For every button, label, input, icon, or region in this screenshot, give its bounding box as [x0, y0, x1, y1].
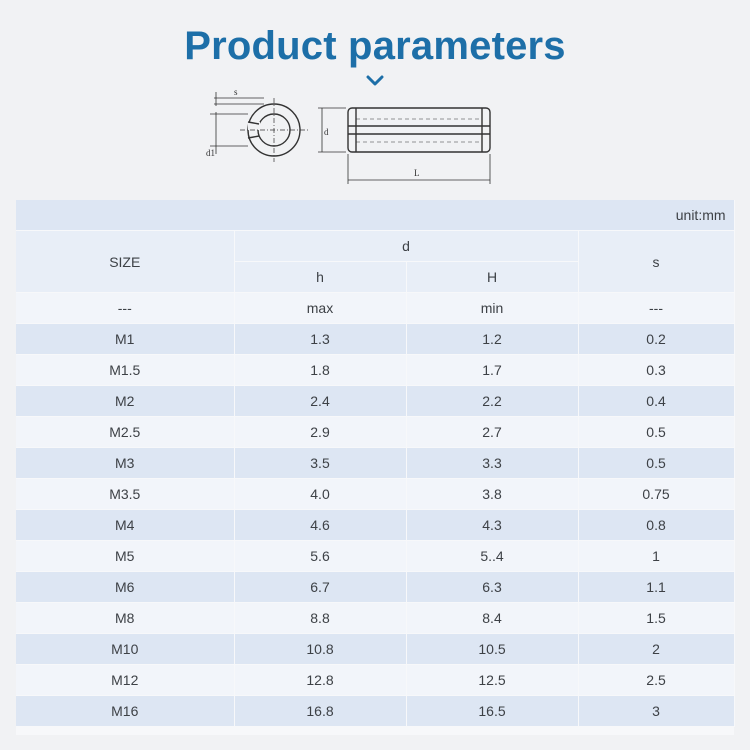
s-cell: 0.5	[578, 417, 734, 448]
size-cell: M1	[16, 324, 234, 355]
table-row	[16, 510, 734, 541]
size-cell: M8	[16, 603, 234, 634]
unit-row	[16, 200, 734, 231]
unit-label: unit:mm	[16, 200, 734, 231]
label-s: s	[234, 87, 238, 97]
header-row-d	[16, 231, 734, 262]
table-row	[16, 448, 734, 479]
table-row	[16, 665, 734, 696]
H-min-cell: 1.7	[406, 355, 578, 386]
label-d1: d1	[206, 148, 215, 158]
dimension-s	[214, 92, 264, 106]
H-min-cell: 5..4	[406, 541, 578, 572]
dimension-d1	[210, 112, 248, 154]
subheader-cell: max	[234, 293, 406, 324]
s-cell: 0.8	[578, 510, 734, 541]
s-cell: 1.1	[578, 572, 734, 603]
table-row	[16, 541, 734, 572]
H-min-cell: 2.7	[406, 417, 578, 448]
s-cell: 0.75	[578, 479, 734, 510]
H-min-cell: 10.5	[406, 634, 578, 665]
parameters-table-container	[16, 200, 734, 735]
H-min-cell: 12.5	[406, 665, 578, 696]
h-max-cell: 6.7	[234, 572, 406, 603]
subheader-cell: ---	[16, 293, 234, 324]
H-min-cell: 1.2	[406, 324, 578, 355]
h-max-cell: 16.8	[234, 696, 406, 727]
dimension-d	[318, 108, 346, 152]
H-min-cell: 6.3	[406, 572, 578, 603]
header-H: H	[406, 262, 578, 293]
size-cell: M16	[16, 696, 234, 727]
s-cell: 0.3	[578, 355, 734, 386]
h-max-cell: 1.8	[234, 355, 406, 386]
s-cell: 0.2	[578, 324, 734, 355]
spring-pin-technical-drawing	[200, 84, 500, 194]
h-max-cell: 10.8	[234, 634, 406, 665]
s-cell: 1.5	[578, 603, 734, 634]
h-max-cell: 2.9	[234, 417, 406, 448]
size-cell: M5	[16, 541, 234, 572]
H-min-cell: 2.2	[406, 386, 578, 417]
table-row	[16, 479, 734, 510]
size-cell: M12	[16, 665, 234, 696]
page-title: Product parameters	[184, 24, 566, 68]
size-cell: M2	[16, 386, 234, 417]
size-cell: M3	[16, 448, 234, 479]
s-cell: 2	[578, 634, 734, 665]
H-min-cell: 4.3	[406, 510, 578, 541]
table-row	[16, 634, 734, 665]
table-row	[16, 386, 734, 417]
size-cell: M10	[16, 634, 234, 665]
table-row	[16, 417, 734, 448]
H-min-cell: 16.5	[406, 696, 578, 727]
h-max-cell: 4.0	[234, 479, 406, 510]
size-cell: M4	[16, 510, 234, 541]
header-h: h	[234, 262, 406, 293]
table-row	[16, 324, 734, 355]
s-cell: 3	[578, 696, 734, 727]
subheader-cell: ---	[578, 293, 734, 324]
header-s: s	[578, 231, 734, 293]
pin-end-view	[240, 98, 308, 162]
table-row	[16, 355, 734, 386]
subheader-row	[16, 293, 734, 324]
H-min-cell: 3.3	[406, 448, 578, 479]
s-cell: 2.5	[578, 665, 734, 696]
subheader-cell: min	[406, 293, 578, 324]
size-cell: M6	[16, 572, 234, 603]
h-max-cell: 12.8	[234, 665, 406, 696]
table-row	[16, 603, 734, 634]
size-cell: M1.5	[16, 355, 234, 386]
H-min-cell: 3.8	[406, 479, 578, 510]
h-max-cell: 2.4	[234, 386, 406, 417]
label-L: L	[414, 168, 420, 178]
parameters-table	[16, 200, 735, 727]
pin-side-view	[348, 108, 490, 152]
size-cell: M3.5	[16, 479, 234, 510]
s-cell: 0.4	[578, 386, 734, 417]
h-max-cell: 3.5	[234, 448, 406, 479]
size-cell: M2.5	[16, 417, 234, 448]
table-row	[16, 572, 734, 603]
s-cell: 0.5	[578, 448, 734, 479]
header-d: d	[234, 231, 578, 262]
H-min-cell: 8.4	[406, 603, 578, 634]
label-d: d	[324, 127, 329, 137]
h-max-cell: 8.8	[234, 603, 406, 634]
h-max-cell: 1.3	[234, 324, 406, 355]
header-size: SIZE	[16, 231, 234, 293]
s-cell: 1	[578, 541, 734, 572]
h-max-cell: 4.6	[234, 510, 406, 541]
h-max-cell: 5.6	[234, 541, 406, 572]
table-row	[16, 696, 734, 727]
